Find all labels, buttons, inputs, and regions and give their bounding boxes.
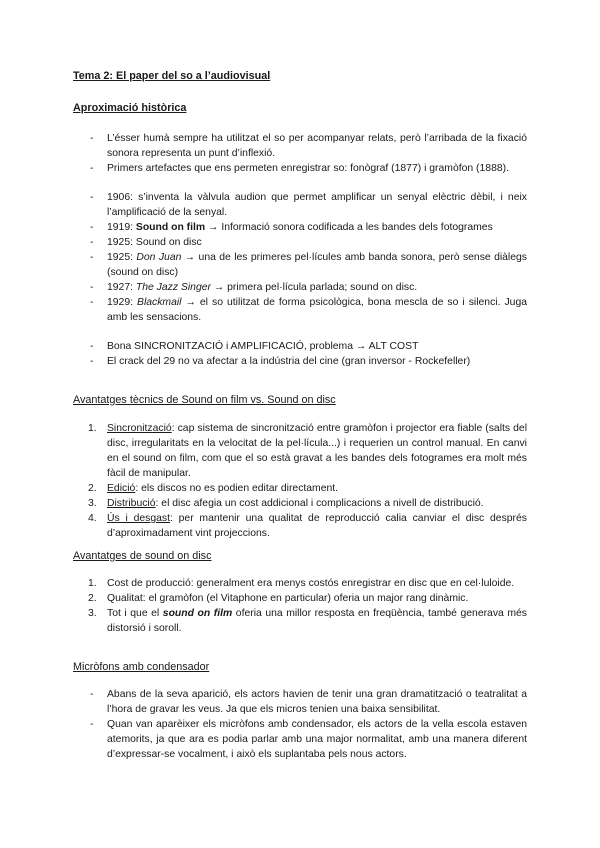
item-text: Abans de la seva aparició, els actors havien de tenir una gran dramatització o teatralitat a l’hora de gravar les veus. Ja que els micros tenien una baixa sensibilitat. bbox=[107, 689, 527, 715]
list-item bbox=[88, 131, 527, 161]
list-item bbox=[88, 295, 527, 325]
list-item bbox=[88, 339, 527, 354]
item-text: : cap sistema de sincronització entre gramòfon i projector era fiable (salts del disc, irregularitats en la velocitat de la pel·lícula...) i requerien un control manual. En canvi en el sound on film, com que el so està gravat a les bandes dels fotogrames era molt més fàcil de manipular. bbox=[107, 423, 527, 479]
item-number: 1. bbox=[88, 423, 97, 434]
bullet: - bbox=[90, 252, 94, 263]
item-number: 2. bbox=[88, 593, 97, 604]
film-title: The Jazz Singer bbox=[135, 282, 211, 293]
item-text-pre: 1929: bbox=[107, 297, 138, 308]
bullet: - bbox=[90, 222, 94, 233]
item-text: Primers artefactes que ens permeten enregistrar so: fonògraf (1877) i gramòfon (1888). bbox=[107, 163, 509, 174]
item-text: Bona SINCRONITZACIÓ i AMPLIFICACIÓ, problema → ALT COST bbox=[107, 341, 419, 352]
list-item bbox=[88, 576, 527, 591]
section-heading-condenser-mics: Micròfons amb condensador bbox=[73, 661, 210, 673]
item-text-pre: 1925: bbox=[107, 252, 137, 263]
bullet: - bbox=[90, 356, 94, 367]
page-title: Tema 2: El paper del so a l’audiovisual bbox=[73, 70, 271, 82]
disc-advantages-list bbox=[88, 576, 527, 636]
item-term: Edició bbox=[107, 483, 136, 494]
item-text: Cost de producció: generalment era menys costós enregistrar en disc que en cel·luloide. bbox=[107, 578, 515, 589]
bullet: - bbox=[90, 282, 94, 293]
item-term: Sincronització bbox=[107, 423, 172, 434]
list-item bbox=[88, 220, 527, 235]
section-heading-disc-advantages: Avantatges de sound on disc bbox=[73, 550, 212, 562]
bullet: - bbox=[90, 341, 94, 352]
item-text-pre: Tot i que el bbox=[107, 608, 163, 619]
bullet: - bbox=[90, 297, 94, 308]
item-text-pre: 1927: bbox=[107, 282, 136, 293]
item-text-bold: Sound on film bbox=[135, 222, 206, 233]
section-heading-film-vs-disc: Avantatges tècnics de Sound on film vs. Sound on disc bbox=[73, 394, 336, 406]
list-item bbox=[88, 354, 527, 369]
condenser-mics-list bbox=[88, 687, 527, 762]
bullet: - bbox=[90, 689, 94, 700]
item-text: L’ésser humà sempre ha utilitzat el so per acompanyar relats, però l’arribada de la fixació sonora representa un punt d’inflexió. bbox=[107, 133, 527, 159]
list-item bbox=[88, 421, 527, 481]
bullet: - bbox=[90, 192, 94, 203]
item-term: Distribució bbox=[107, 498, 156, 509]
item-text: : el disc afegia un cost addicional i complicacions a nivell de distribució. bbox=[155, 498, 484, 509]
item-number: 4. bbox=[88, 513, 97, 524]
list-item bbox=[88, 606, 527, 636]
list-item bbox=[88, 481, 527, 496]
item-number: 3. bbox=[88, 498, 97, 509]
film-advantages-list bbox=[88, 421, 527, 541]
item-term: Ús i desgast bbox=[107, 513, 170, 524]
bullet: - bbox=[90, 133, 94, 144]
bullet: - bbox=[90, 719, 94, 730]
item-text: Qualitat: el gramòfon (el Vitaphone en particular) oferia un major rang dinàmic. bbox=[107, 593, 469, 604]
item-text: 1906: s’inventa la vàlvula audion que permet amplificar un senyal elèctric dèbil, i neix l’amplificació de la senyal. bbox=[107, 192, 527, 218]
film-title: Blackmail bbox=[137, 297, 182, 308]
film-title: Don Juan bbox=[136, 252, 182, 263]
list-item bbox=[88, 591, 527, 606]
list-item bbox=[88, 511, 527, 541]
item-number: 3. bbox=[88, 608, 97, 619]
list-item bbox=[88, 161, 527, 176]
item-text-post: oferia una millor resposta en freqüència, també generava més distorsió i soroll. bbox=[107, 608, 527, 634]
section-heading-historical: Aproximació històrica bbox=[73, 102, 187, 114]
item-text-post: → Informació sonora codificada a les bandes dels fotogrames bbox=[205, 222, 493, 233]
item-text-post: → el so utilitzat de forma psicològica, bona mescla de so i silenci. Juga amb les sensacions. bbox=[107, 297, 527, 323]
item-text-post: → primera pel·lícula parlada; sound on disc. bbox=[210, 282, 418, 293]
list-item bbox=[88, 250, 527, 280]
item-number: 2. bbox=[88, 483, 97, 494]
list-item bbox=[88, 190, 527, 220]
bullet: - bbox=[90, 237, 94, 248]
item-text-post: → una de les primeres pel·lícules amb banda sonora, però sense diàlegs (sound on disc) bbox=[107, 252, 527, 278]
item-text: Quan van aparèixer els micròfons amb condensador, els actors de la vella escola estaven atemorits, ja que ara es podia parlar amb una major normalitat, amb una manera diferent d’expressar-se vocalment, i això els suplantaba pels nous actors. bbox=[107, 719, 527, 760]
list-item bbox=[88, 717, 527, 762]
historical-list bbox=[88, 131, 527, 369]
item-text: 1925: Sound on disc bbox=[107, 237, 202, 248]
bullet: - bbox=[90, 163, 94, 174]
item-number: 1. bbox=[88, 578, 97, 589]
list-item bbox=[88, 235, 527, 250]
list-item bbox=[88, 496, 527, 511]
item-text: El crack del 29 no va afectar a la indústria del cine (gran inversor - Rockefeller) bbox=[107, 356, 471, 367]
list-item bbox=[88, 687, 527, 717]
item-text: : per mantenir una qualitat de reproducció calia canviar el disc després d’aproximadament vint projeccions. bbox=[107, 513, 527, 539]
list-item bbox=[88, 280, 527, 295]
item-text-italic: sound on film bbox=[162, 608, 233, 619]
item-text-pre: 1919: bbox=[107, 222, 136, 233]
item-text: : els discos no es podien editar directament. bbox=[135, 483, 339, 494]
